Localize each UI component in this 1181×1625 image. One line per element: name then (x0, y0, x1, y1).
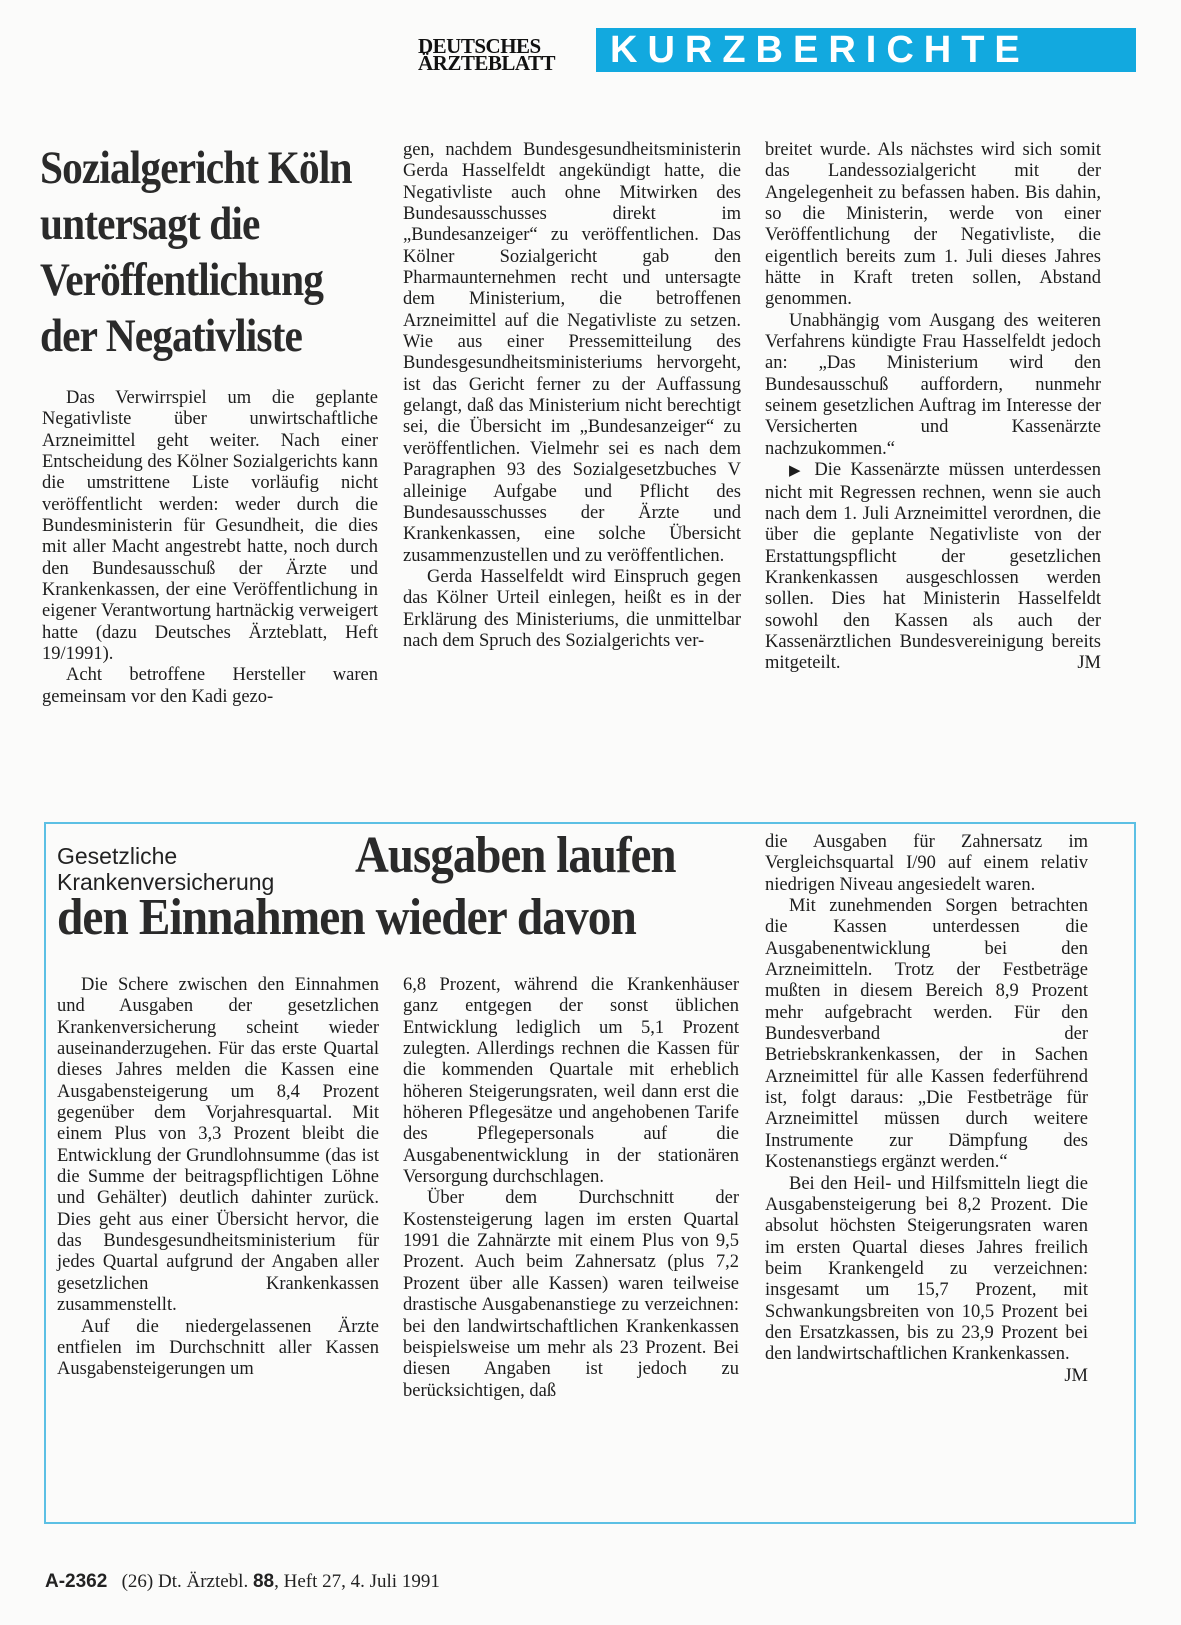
paragraph: Die Schere zwischen den Einnahmen und Ausgaben der gesetzlichen Krankenversicherung scheint wieder auseinanderzugehen. Für das erste Quartal dieses Jahres melden die Kassen eine Ausgabensteigerung um 8,4 Prozent gegenüber dem Vorjahresquartal. Mit einem Plus von 3,3 Prozent bleibt die Entwicklung der Grundlohnsumme (das ist die Summe der beitragspflichtigen Löhne und Gehälter) deutlich dahinter zurück. Dies geht aus einer Übersicht hervor, die das Bundesgesundheitsministerium für jedes Quartal aufgrund der Angaben aller gesetzlichen Krankenkassen zusammenstellt. (57, 975, 379, 1316)
page-footer (45, 1571, 440, 1593)
paragraph: Das Verwirrspiel um die geplante Negativliste über unwirtschaftliche Arzneimittel geht weiter. Nach einer Entscheidung des Kölner Sozialgerichts kann die umstrittene Liste vorläufig nicht veröffentlicht werden: weder durch die Bundesministerin für Gesundheit, die dies mit aller Macht angestrebt hatte, noch durch den Bundesausschuß der Ärzte und Krankenkassen, der eine Veröffentlichung in eigener Verantwortung hartnäckig verweigert hatte (dazu Deutsches Ärzteblatt, Heft 19/1991). (42, 388, 378, 665)
kicker-line: Krankenversicherung (57, 869, 275, 895)
page-number: (26) (121, 1571, 154, 1592)
article1-column-2 (403, 140, 741, 652)
paragraph: gen, nachdem Bundesgesundheitsministerin Gerda Hasselfeldt angekündigt hatte, die Negativliste auch ohne Mitwirken des Bundesausschusses direkt im „Bundesanzeiger“ zu veröffentlichen. Das Kölner Sozialgericht gab den Pharmaunternehmen recht und untersagte dem Ministerium, die betroffenen Arzneimittel auf die Negativliste zu setzen. Wie aus einer Pressemitteilung des Bundesgesundheitsministeriums hervorgeht, ist das Gericht ferner zu der Auffassung gelangt, daß das Ministerium nicht berechtigt sei, die Übersicht im „Bundesanzeiger“ zu veröffentlichen. Vielmehr sei es nach dem Paragraphen 93 des Sozialgesetzbuches V alleinige Aufgabe und Pflicht des Bundesausschusses der Ärzte und Krankenkassen, eine solche Übersicht zusammenzustellen und zu veröffentlichen. (403, 140, 741, 566)
article1-column-3 (765, 140, 1101, 675)
author-signature: JM (1064, 1365, 1088, 1386)
paragraph: Unabhängig vom Ausgang des weiteren Verfahrens kündigte Frau Hasselfeldt jedoch an: „Das Ministerium wird den Bundesausschuß auffordern, nunmehr seinem gesetzlichen Auftrag im Interesse der Versicherten und Kassenärzte nachzukommen.“ (765, 310, 1101, 459)
page-code: A-2362 (45, 1571, 108, 1592)
paragraph: Mit zunehmenden Sorgen betrachten die Kassen unterdessen die Ausgabenentwicklung bei den Arzneimitteln. Trotz der Festbeträge mußten in diesem Bereich 8,9 Prozent mehr aufgebracht werden. Für den Bundesverband der Betriebskrankenkassen, der in Sachen Arzneimittel für alle Kassen federführend ist, folgt daraus: „Die Festbeträge für Arzneimittel müssen durch weitere Instrumente zur Dämpfung des Kostenanstiegs ergänzt werden.“ (765, 896, 1088, 1173)
paragraph: breitet wurde. Als nächstes wird sich somit das Landessozialgericht mit der Angelegenheit zu befassen haben. Bis dahin, so die Ministerin, werde von einer Veröffentlichung der Negativliste, die eigentlich bereits zum 1. Juli dieses Jahres hätte in Kraft treten sollen, Abstand genommen. (765, 140, 1101, 310)
masthead-line1: DEUTSCHES (418, 34, 541, 58)
article2-column-1 (57, 975, 379, 1381)
paragraph: Gerda Hasselfeldt wird Einspruch gegen das Kölner Urteil einlegen, heißt es in der Erklärung des Ministeriums, die unmittelbar nach dem Spruch des Sozialgerichts ver- (403, 566, 741, 651)
paragraph-text: Die Kassenärzte müssen unterdessen nicht mit Regressen rechnen, wenn sie auch nach dem 1. Juli Arzneimittel verordnen, die über die geplante Negativliste von der Erstattungspflicht der gesetzlichen Krankenkassen ausgeschlossen werden sollen. Dies hat Ministerin Hasselfeldt sowohl den Kassen als auch der Kassenärztlichen Bundesvereinigung bereits mitgeteilt. (765, 460, 1101, 674)
article2-headline-line2: den Einnahmen wieder davon (57, 889, 636, 946)
journal-name: Dt. Ärztebl. (157, 1571, 249, 1592)
kicker-line: Gesetzliche (57, 843, 178, 869)
article1-headline (40, 140, 352, 364)
paragraph: die Ausgaben für Zahnersatz im Vergleichsquartal I/90 auf einem relativ niedrigen Niveau angesiedelt waren. (765, 832, 1088, 895)
paragraph: Auf die niedergelassenen Ärzte entfielen im Durchschnitt aller Kassen Ausgabensteigerungen um (57, 1316, 379, 1380)
author-signature: JM (1077, 653, 1101, 674)
article1-headline-line: untersagt die (40, 198, 260, 250)
article1-headline-line: Sozialgericht Köln (40, 142, 352, 194)
paragraph: 6,8 Prozent, während die Krankenhäuser ganz entgegen der sonst üblichen Entwicklung lediglich um 5,1 Prozent zulegten. Allerdings rechnen die Kassen für die kommenden Quartale mit erheblich höheren Steigerungsraten, weil dann erst die höheren Pflegesätze und angehobenen Tarife des Pflegepersonals auf die Ausgabenentwicklung in der stationären Versorgung durchschlagen. (403, 975, 739, 1188)
volume-number: 88 (252, 1571, 275, 1592)
masthead-line2: ÄRZTEBLATT (418, 51, 555, 75)
arrow-icon: ▶ (789, 463, 806, 480)
article1-headline-line: der Negativliste (40, 310, 302, 362)
article2-column-2 (403, 975, 739, 1402)
section-banner: KURZBERICHTE (596, 28, 1136, 72)
paragraph: Acht betroffene Hersteller waren gemeinsam vor den Kadi gezo- (42, 665, 378, 707)
paragraph-text: Bei den Heil- und Hilfsmitteln liegt die Ausgabensteigerung bei 8,2 Prozent. Die absolut höchsten Steigerungsraten waren im ersten Quartal dieses Jahres freilich beim Krankengeld zu verzeichnen: insgesamt um 15,7 Prozent, mit Schwankungsbreiten von 10,5 Prozent bei den Ersatzkassen, bis zu 23,9 Prozent bei den landwirtschaftlichen Krankenkassen. (765, 1173, 1088, 1365)
article2-headline-line1: Ausgaben laufen (355, 827, 676, 884)
article1-column-1 (42, 388, 378, 708)
article2-column-3 (765, 832, 1088, 1387)
issue-info: , Heft 27, 4. Juli 1991 (274, 1571, 440, 1592)
masthead-logo (418, 34, 590, 75)
paragraph: Über dem Durchschnitt der Kostensteigerung lagen im ersten Quartal 1991 die Zahnärzte mit einem Plus von 9,5 Prozent. Auch beim Zahnersatz (plus 7,2 Prozent über alle Kassen) waren teilweise drastische Ausgabenanstiege zu verzeichnen: bei den landwirtschaftlichen Krankenkassen beispielsweise um mehr als 23 Prozent. Bei diesen Angaben ist jedoch zu berücksichtigen, daß (403, 1188, 739, 1401)
article1-headline-line: Veröffentlichung (40, 254, 324, 306)
